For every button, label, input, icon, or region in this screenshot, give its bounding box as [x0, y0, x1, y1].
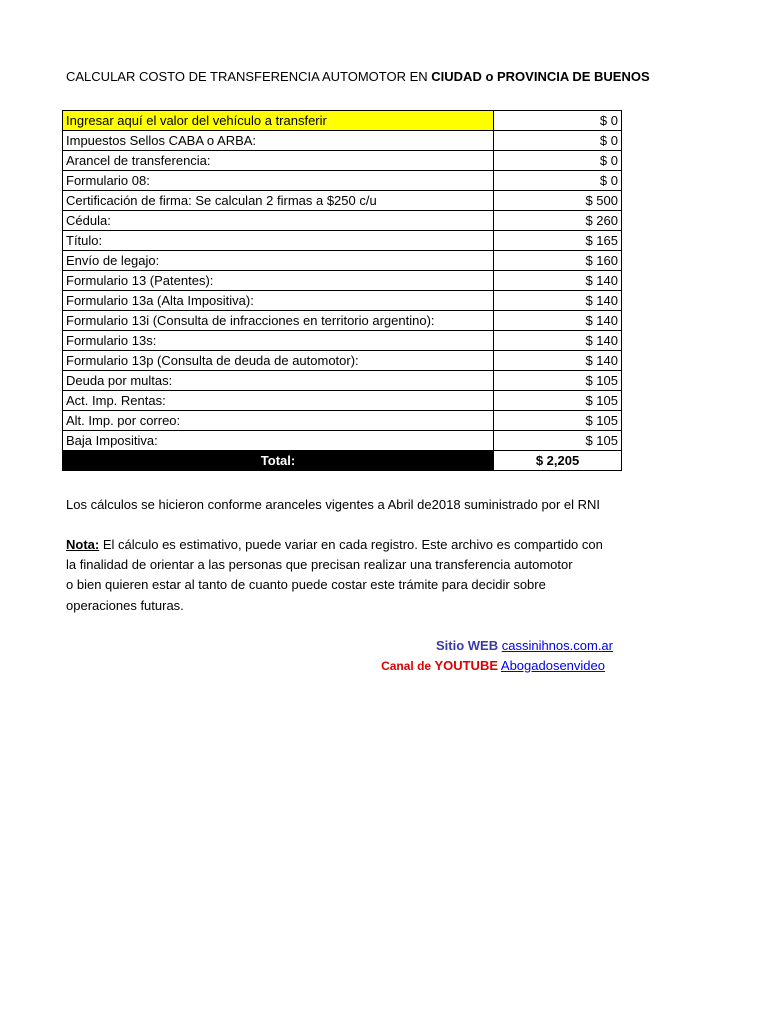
cost-value: $ 0 [494, 171, 622, 191]
vehicle-value-input[interactable]: $ 0 [494, 111, 622, 131]
youtube-label-prefix: Canal de [381, 659, 435, 673]
nota-line-3: o bien quieren estar al tanto de cuanto puede costar este trámite para decidir sobre [66, 577, 546, 592]
cost-label: Impuestos Sellos CABA o ARBA: [63, 131, 494, 151]
cost-value: $ 140 [494, 331, 622, 351]
nota-label: Nota: [66, 537, 100, 552]
cost-value: $ 105 [494, 371, 622, 391]
web-label: Sitio WEB [435, 638, 499, 653]
web-link-row [300, 638, 613, 653]
youtube-link-row [300, 658, 605, 673]
youtube-label-word: YOUTUBE [434, 658, 498, 673]
cost-row [63, 411, 622, 431]
youtube-label [381, 659, 498, 673]
cost-value: $ 140 [494, 271, 622, 291]
cost-value: $ 260 [494, 211, 622, 231]
cost-value: $ 160 [494, 251, 622, 271]
cost-row [63, 151, 622, 171]
cost-value: $ 140 [494, 291, 622, 311]
cost-row [63, 111, 622, 131]
web-link[interactable]: cassinihnos.com.ar [501, 638, 613, 653]
cost-label: Deuda por multas: [63, 371, 494, 391]
cost-label: Título: [63, 231, 494, 251]
cost-label: Alt. Imp. por correo: [63, 411, 494, 431]
cost-row [63, 351, 622, 371]
cost-label: Formulario 13a (Alta Impositiva): [63, 291, 494, 311]
cost-value: $ 0 [494, 151, 622, 171]
cost-label: Formulario 13p (Consulta de deuda de automotor): [63, 351, 494, 371]
cost-label: Formulario 13s: [63, 331, 494, 351]
cost-label: Baja Impositiva: [63, 431, 494, 451]
cost-row [63, 171, 622, 191]
total-row [63, 451, 622, 471]
title-bold: CIUDAD o PROVINCIA DE BUENOS [431, 69, 650, 84]
cost-label: Act. Imp. Rentas: [63, 391, 494, 411]
cost-value: $ 140 [494, 351, 622, 371]
cost-label: Certificación de firma: Se calculan 2 firmas a $250 c/u [63, 191, 494, 211]
cost-row [63, 271, 622, 291]
cost-value: $ 165 [494, 231, 622, 251]
vehicle-value-label: Ingresar aquí el valor del vehículo a transferir [63, 111, 494, 131]
calc-note: Los cálculos se hicieron conforme aranceles vigentes a Abril de2018 suministrado por el RNI [66, 497, 601, 512]
cost-label: Formulario 13i (Consulta de infracciones en territorio argentino): [63, 311, 494, 331]
cost-row [63, 311, 622, 331]
nota-line-2: la finalidad de orientar a las personas que precisan realizar una transferencia automotor [66, 557, 573, 572]
cost-row [63, 251, 622, 271]
cost-row [63, 391, 622, 411]
cost-value: $ 105 [494, 431, 622, 451]
cost-row [63, 431, 622, 451]
cost-label: Envío de legajo: [63, 251, 494, 271]
cost-label: Formulario 13 (Patentes): [63, 271, 494, 291]
cost-label: Cédula: [63, 211, 494, 231]
total-label: Total: [63, 451, 494, 471]
cost-value: $ 500 [494, 191, 622, 211]
total-value: $ 2,205 [494, 451, 622, 471]
cost-value: $ 140 [494, 311, 622, 331]
cost-label: Arancel de transferencia: [63, 151, 494, 171]
cost-row [63, 191, 622, 211]
page-title [66, 69, 650, 84]
nota-text-1: El cálculo es estimativo, puede variar en cada registro. Este archivo es compartido con [99, 537, 603, 552]
youtube-link[interactable]: Abogadosenvideo [500, 658, 605, 673]
cost-value: $ 105 [494, 391, 622, 411]
cost-table [62, 110, 622, 471]
cost-value: $ 0 [494, 131, 622, 151]
cost-row [63, 331, 622, 351]
nota-line-1 [66, 537, 603, 552]
cost-row [63, 371, 622, 391]
nota-line-4: operaciones futuras. [66, 598, 184, 613]
cost-value: $ 105 [494, 411, 622, 431]
cost-row [63, 211, 622, 231]
cost-row [63, 291, 622, 311]
cost-row [63, 131, 622, 151]
cost-row [63, 231, 622, 251]
cost-label: Formulario 08: [63, 171, 494, 191]
title-prefix: CALCULAR COSTO DE TRANSFERENCIA AUTOMOTOR EN [66, 69, 432, 84]
